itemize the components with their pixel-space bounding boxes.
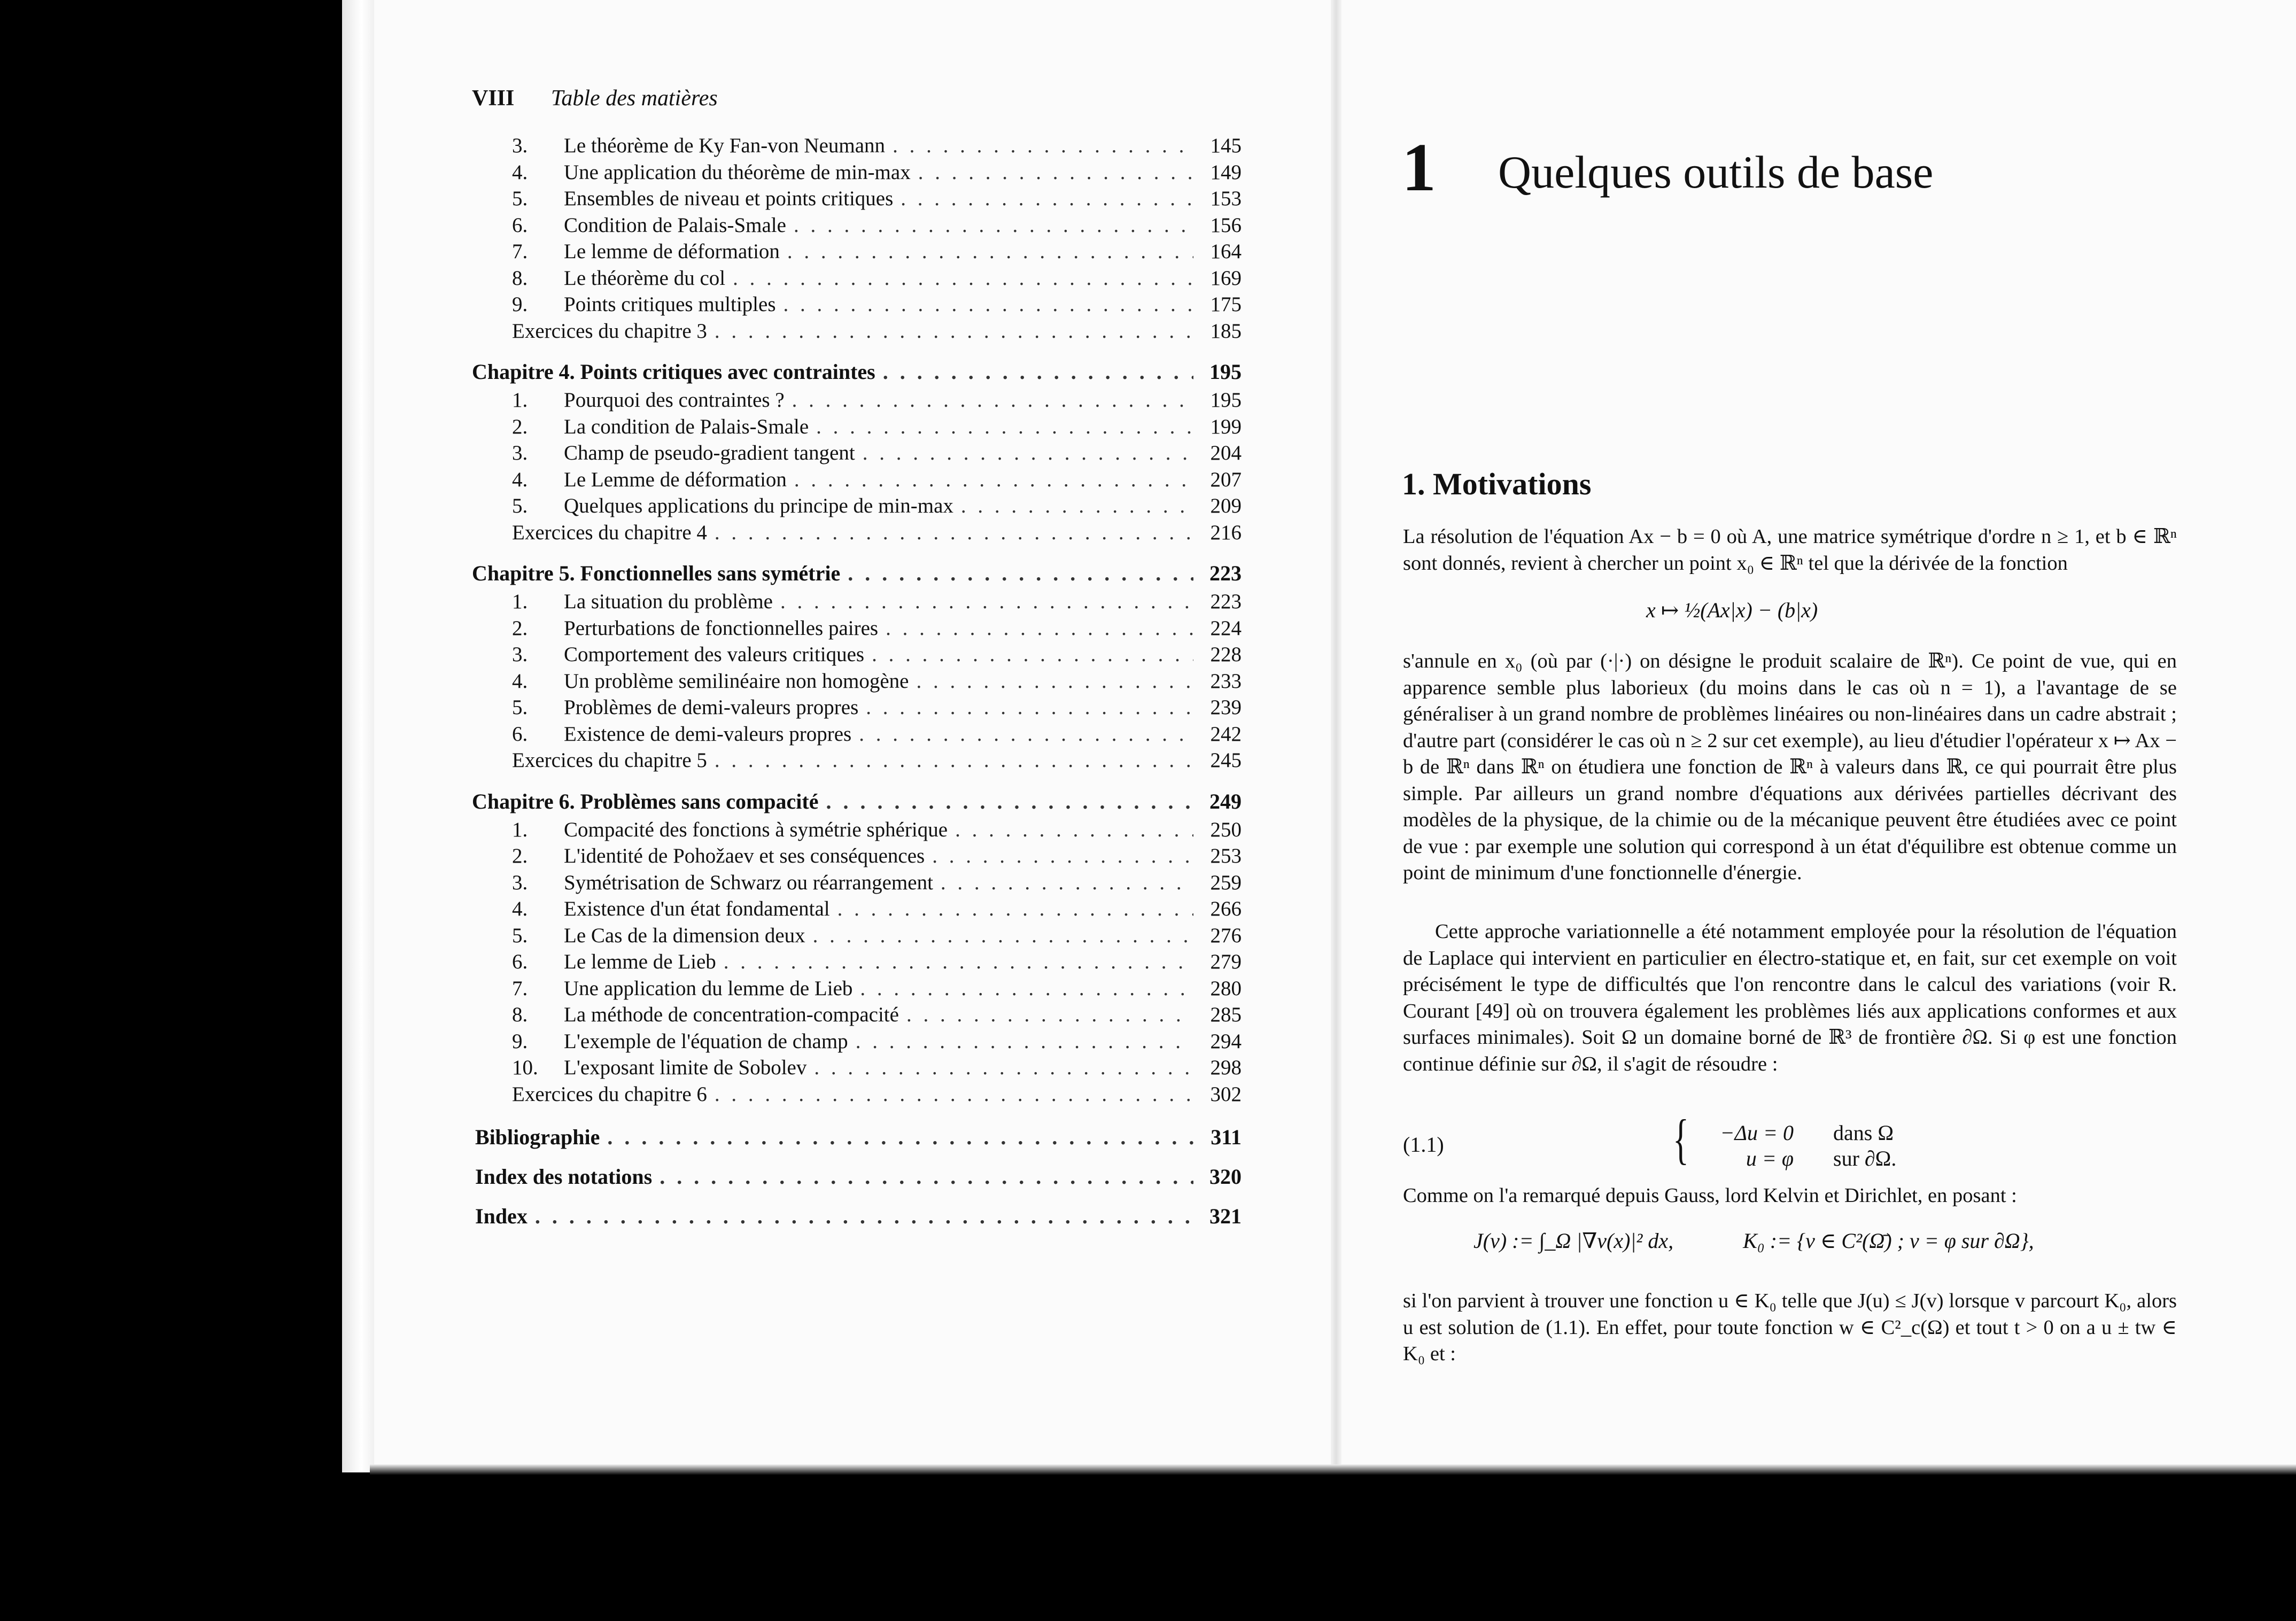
system-row-2-left: u = φ <box>1746 1146 1794 1170</box>
toc-entry-title: Champ de pseudo-gradient tangent <box>564 441 855 464</box>
toc-entry <box>472 187 1242 213</box>
toc-entry-number: 3. <box>512 871 528 894</box>
toc-entry-number: 5. <box>512 924 528 947</box>
toc-entry-page: 185 <box>1210 319 1242 343</box>
toc-leader-dots <box>932 844 1193 868</box>
toc-entry-number: 3. <box>512 643 528 666</box>
paragraph-3-text: Cette approche variationnelle a été notamment employée pour la résolution de l'équation de Laplace qui intervient en particulier en électro-statique et, en fait, sur cet exemple on voit précisément le type de difficultés que l'on rencontre dans le calcul des variations (voir R. Courant [49] où on trouvera également les problèmes liés aux applications conformes et aux surfaces minimales). Soit Ω un domaine borné de ℝ³ de frontière ∂Ω. Si φ est une fonction continue définie sur ∂Ω, il s'agit de résoudre : <box>1403 920 2177 1075</box>
book-gutter <box>1331 0 1341 1472</box>
toc-entry-title: Exercices du chapitre 4 <box>512 521 707 544</box>
paragraph-2 <box>1403 648 2177 887</box>
system-row-1 <box>1697 1120 1894 1145</box>
toc-entry-number: 7. <box>512 240 528 263</box>
toc-entry <box>472 468 1242 494</box>
paragraph-3 <box>1403 919 2177 1077</box>
toc-entry-page: 223 <box>1210 590 1242 613</box>
toc-entry <box>472 871 1242 897</box>
toc-entry-number: 7. <box>512 976 528 1000</box>
toc-leader-dots <box>724 950 1193 974</box>
running-head-number: VIII <box>472 86 515 111</box>
toc-entry-title: Existence d'un état fondamental <box>564 897 830 920</box>
toc-entry-page: 321 <box>1209 1204 1242 1228</box>
toc-entry <box>472 590 1242 616</box>
formula-energy-k: K₀ := {v ∈ C²(Ω̄) ; v = φ sur ∂Ω}, <box>1743 1229 2034 1253</box>
toc-entry-title: Perturbations de fonctionnelles paires <box>564 616 879 640</box>
toc-entry-title: La méthode de concentration-compacité <box>564 1003 899 1026</box>
toc-leader-dots <box>813 924 1193 948</box>
toc-entry-number: 3. <box>512 441 528 464</box>
toc-entry <box>472 1056 1242 1082</box>
toc-entry-title: Chapitre 4. Points critiques avec contraintes <box>472 360 875 384</box>
bottom-shadow <box>370 1464 2296 1475</box>
toc-entry-title: Le théorème du col <box>564 266 726 290</box>
toc-entry-number: 4. <box>512 669 528 693</box>
toc-entry-page: 250 <box>1210 818 1242 841</box>
toc-entry-page: 285 <box>1210 1003 1242 1026</box>
paragraph-1-text: La résolution de l'équation Ax − b = 0 où A, une matrice symétrique d'ordre n ≥ 1, et b ∈ ℝⁿ sont donnés, revient à chercher un point x₀ ∈ ℝⁿ tel que la dérivée de la fonction <box>1403 525 2177 575</box>
toc-leader-dots <box>863 441 1193 465</box>
toc-entry-page: 311 <box>1211 1125 1242 1149</box>
toc-entry-title: La situation du problème <box>564 590 773 613</box>
toc-leader-dots <box>794 213 1193 237</box>
toc-entry-page: 242 <box>1210 722 1242 746</box>
chapter-number: 1 <box>1402 129 1436 205</box>
toc-leader-dots <box>941 871 1193 895</box>
toc-entry-title: Chapitre 6. Problèmes sans compacité <box>472 789 819 813</box>
toc-leader-dots <box>872 642 1193 666</box>
toc-entry-number: 6. <box>512 213 528 237</box>
toc-entry-page: 279 <box>1210 950 1242 973</box>
toc-entry-title: Un problème semilinéaire non homogène <box>564 669 909 693</box>
toc-entry-title: Une application du lemme de Lieb <box>564 976 853 1000</box>
toc-entry-page: 216 <box>1210 521 1242 544</box>
toc-entry <box>472 1003 1242 1029</box>
toc-entry-title: Points critiques multiples <box>564 293 776 316</box>
toc-entry <box>472 388 1242 415</box>
toc-entry-title: Index des notations <box>475 1165 653 1189</box>
toc-entry-page: 164 <box>1210 240 1242 263</box>
paragraph-4 <box>1403 1183 2177 1209</box>
toc-entry-title: Exercices du chapitre 5 <box>512 749 707 772</box>
toc-entry <box>472 924 1242 950</box>
toc-entry-page: 245 <box>1210 749 1242 772</box>
running-head-title: Table des matières <box>550 86 718 111</box>
toc-entry-title: Existence de demi-valeurs propres <box>564 722 852 746</box>
toc-entry-title: Le théorème de Ky Fan-von Neumann <box>564 134 886 157</box>
toc-entry <box>472 818 1242 844</box>
toc-entry-page: 228 <box>1210 643 1242 666</box>
toc-entry-title: Le Cas de la dimension deux <box>564 924 805 947</box>
toc-entry-title: L'identité de Pohožaev et ses conséquences <box>564 844 925 867</box>
toc-entry-page: 233 <box>1210 669 1242 693</box>
toc-leader-dots <box>607 1124 1193 1150</box>
toc-leader-dots <box>856 1029 1193 1053</box>
toc-entry-page: 153 <box>1210 187 1242 210</box>
toc-entry-page: 199 <box>1210 415 1242 438</box>
left-brace: { <box>1672 1108 1689 1170</box>
equation-label: (1.1) <box>1403 1133 1444 1157</box>
toc-entry <box>472 642 1242 669</box>
paragraph-5 <box>1403 1288 2177 1368</box>
table-of-contents <box>472 134 1242 1243</box>
toc-entry-number: 6. <box>512 950 528 973</box>
toc-entry-page: 207 <box>1210 468 1242 491</box>
toc-entry-title: Pourquoi des contraintes ? <box>564 389 785 412</box>
toc-entry-page: 249 <box>1209 789 1242 813</box>
toc-entry-title: L'exposant limite de Sobolev <box>564 1056 807 1079</box>
formula-energy-j: J(v) := ∫_Ω |∇v(x)|² dx, <box>1473 1229 1674 1253</box>
toc-entry <box>472 789 1242 818</box>
toc-leader-dots <box>715 521 1193 545</box>
toc-entry-number: 2. <box>512 844 528 867</box>
toc-entry-title: Index <box>475 1204 528 1228</box>
toc-entry-title: L'exemple de l'équation de champ <box>564 1029 848 1053</box>
toc-entry <box>472 134 1242 160</box>
toc-entry-number: 1. <box>512 818 528 841</box>
toc-leader-dots <box>918 160 1193 184</box>
toc-leader-dots <box>784 292 1194 316</box>
toc-leader-dots <box>906 1003 1193 1027</box>
toc-leader-dots <box>733 266 1193 290</box>
toc-leader-dots <box>660 1164 1193 1189</box>
toc-leader-dots <box>893 134 1193 158</box>
toc-entry-page: 280 <box>1210 976 1242 1000</box>
toc-entry <box>472 415 1242 441</box>
toc-entry-title: Problèmes de demi-valeurs propres <box>564 696 859 719</box>
toc-entry-page: 195 <box>1209 360 1242 384</box>
toc-entry-number: 6. <box>512 722 528 746</box>
toc-entry-page: 259 <box>1210 871 1242 894</box>
toc-entry-number: 10. <box>512 1056 538 1079</box>
toc-leader-dots <box>901 187 1193 211</box>
toc-entry-number: 4. <box>512 897 528 920</box>
toc-entry-number: 2. <box>512 616 528 640</box>
toc-entry-page: 224 <box>1210 616 1242 640</box>
toc-entry-number: 4. <box>512 160 528 184</box>
toc-entry-number: 2. <box>512 415 528 438</box>
toc-leader-dots <box>715 748 1193 772</box>
toc-entry-title: Quelques applications du principe de min-max <box>564 494 953 517</box>
toc-entry <box>472 1029 1242 1056</box>
toc-leader-dots <box>715 319 1193 343</box>
toc-leader-dots <box>794 468 1193 492</box>
toc-leader-dots <box>792 388 1193 412</box>
toc-entry-number: 5. <box>512 187 528 210</box>
toc-entry-number: 5. <box>512 494 528 517</box>
formula-energy <box>1473 1228 2034 1253</box>
toc-entry-page: 149 <box>1210 160 1242 184</box>
toc-entry <box>472 266 1242 293</box>
toc-entry <box>472 897 1242 924</box>
toc-leader-dots <box>814 1056 1193 1080</box>
toc-entry-title: Chapitre 5. Fonctionnelles sans symétrie <box>472 561 841 585</box>
toc-entry-title: Exercices du chapitre 6 <box>512 1082 707 1106</box>
toc-entry <box>472 213 1242 240</box>
system-row-2 <box>1697 1146 1896 1171</box>
toc-entry <box>472 722 1242 749</box>
paragraph-5-text: si l'on parvient à trouver une fonction u ∈ K₀ telle que J(u) ≤ J(v) lorsque v parcourt K₀, alors u est solution de (1.1). En effet, pour toute fonction w ∈ C²_c(Ω) et tout t > 0 on a u ± tw ∈ K₀ et : <box>1403 1290 2177 1365</box>
toc-entry <box>472 748 1242 775</box>
toc-entry <box>472 160 1242 187</box>
toc-entry-title: Bibliographie <box>475 1125 600 1149</box>
paragraph-1 <box>1403 524 2177 577</box>
toc-entry-page: 298 <box>1210 1056 1242 1079</box>
toc-entry-number: 1. <box>512 590 528 613</box>
toc-leader-dots <box>883 359 1193 384</box>
paragraph-2-text: s'annule en x₀ (où par (·|·) on désigne le produit scalaire de ℝⁿ). Ce point de vue, qui en apparence semble plus laborieux (du moins dans le cas où n = 1), a l'avantage de se généraliser à un grand nombre de problèmes linéaires ou non-linéaires dans un cadre abstrait ; d'autre part (considérer le cas où n ≥ 2 sur cet exemple), au lieu d'étudier l'opérateur x ↦ Ax − b de ℝⁿ dans ℝⁿ on étudiera une fonction de ℝⁿ à valeurs dans ℝ, ce qui pourrait être plus simple. Par ailleurs un grand nombre d'équations aux dérivées partielles décrivant des modèles de la physique, de la chimie ou de la mécanique peuvent être étudiées avec ce point de vue : par exemple une solution qui correspond à un état d'équilibre est obtenue comme un point de minimum d'une fonctionnelle d'énergie. <box>1403 650 2177 884</box>
system-row-1-right: dans Ω <box>1833 1121 1894 1145</box>
toc-entry-number: 9. <box>512 1029 528 1053</box>
toc-leader-dots <box>866 695 1193 719</box>
toc-entry-title: Le lemme de Lieb <box>564 950 716 973</box>
toc-leader-dots <box>535 1204 1193 1229</box>
toc-entry-number: 1. <box>512 389 528 412</box>
running-head <box>472 86 718 111</box>
toc-leader-dots <box>848 561 1193 586</box>
section-title: 1. Motivations <box>1402 467 1592 501</box>
toc-entry-title: La condition de Palais-Smale <box>564 415 809 438</box>
toc-entry-number: 8. <box>512 266 528 290</box>
toc-entry <box>472 359 1242 388</box>
toc-leader-dots <box>715 1082 1193 1106</box>
toc-entry <box>472 561 1242 590</box>
toc-leader-dots <box>780 590 1193 614</box>
toc-leader-dots <box>787 239 1193 263</box>
toc-entry <box>472 669 1242 696</box>
system-row-2-right: sur ∂Ω. <box>1833 1146 1897 1170</box>
toc-entry-number: 9. <box>512 293 528 316</box>
toc-entry-page: 175 <box>1210 293 1242 316</box>
toc-entry <box>472 1082 1242 1109</box>
toc-entry-page: 276 <box>1210 924 1242 947</box>
toc-entry <box>472 1204 1242 1243</box>
toc-entry-page: 156 <box>1210 213 1242 237</box>
formula-quadratic: x ↦ ½(Ax|x) − (b|x) <box>1646 598 1818 622</box>
toc-entry-page: 320 <box>1209 1165 1242 1189</box>
toc-entry <box>472 441 1242 468</box>
system-row-1-left: −Δu = 0 <box>1720 1121 1794 1145</box>
toc-leader-dots <box>816 415 1193 439</box>
toc-leader-dots <box>961 494 1193 518</box>
toc-entry <box>472 239 1242 266</box>
toc-entry <box>472 292 1242 319</box>
toc-entry-title: Exercices du chapitre 3 <box>512 319 707 343</box>
toc-entry-page: 169 <box>1210 266 1242 290</box>
toc-entry-title: Ensembles de niveau et points critiques <box>564 187 894 210</box>
toc-leader-dots <box>916 669 1193 693</box>
toc-entry <box>472 616 1242 643</box>
paragraph-4-text: Comme on l'a remarqué depuis Gauss, lord Kelvin et Dirichlet, en posant : <box>1403 1184 2017 1207</box>
toc-leader-dots <box>886 616 1193 640</box>
toc-entry <box>472 844 1242 871</box>
toc-leader-dots <box>860 976 1193 1000</box>
toc-entry <box>472 521 1242 547</box>
toc-leader-dots <box>837 897 1193 921</box>
binding-strip <box>342 0 374 1472</box>
chapter-title: Quelques outils de base <box>1498 146 1934 198</box>
toc-entry <box>472 976 1242 1003</box>
toc-entry-number: 5. <box>512 696 528 719</box>
toc-entry <box>472 319 1242 346</box>
toc-entry-page: 195 <box>1210 389 1242 412</box>
toc-leader-dots <box>826 789 1193 814</box>
toc-entry-page: 145 <box>1210 134 1242 157</box>
toc-entry-page: 294 <box>1210 1029 1242 1053</box>
toc-entry <box>472 1124 1242 1164</box>
toc-entry <box>472 950 1242 976</box>
toc-leader-dots <box>955 818 1193 842</box>
toc-entry-page: 223 <box>1209 561 1242 585</box>
toc-entry-page: 209 <box>1210 494 1242 517</box>
toc-entry <box>472 1164 1242 1204</box>
toc-entry-page: 302 <box>1210 1082 1242 1106</box>
toc-entry-page: 253 <box>1210 844 1242 867</box>
toc-entry-title: Symétrisation de Schwarz ou réarrangement <box>564 871 933 894</box>
toc-entry <box>472 695 1242 722</box>
toc-entry-page: 239 <box>1210 696 1242 719</box>
toc-entry-title: Une application du théorème de min-max <box>564 160 911 184</box>
toc-entry-title: Comportement des valeurs critiques <box>564 643 865 666</box>
toc-entry-page: 266 <box>1210 897 1242 920</box>
toc-entry-title: Compacité des fonctions à symétrie sphérique <box>564 818 948 841</box>
toc-entry-number: 3. <box>512 134 528 157</box>
toc-entry <box>472 494 1242 521</box>
toc-entry-title: Le lemme de déformation <box>564 240 780 263</box>
toc-entry-title: Le Lemme de déformation <box>564 468 787 491</box>
toc-entry-number: 8. <box>512 1003 528 1026</box>
toc-entry-number: 4. <box>512 468 528 491</box>
toc-entry-page: 204 <box>1210 441 1242 464</box>
toc-entry-title: Condition de Palais-Smale <box>564 213 786 237</box>
toc-leader-dots <box>859 722 1193 746</box>
